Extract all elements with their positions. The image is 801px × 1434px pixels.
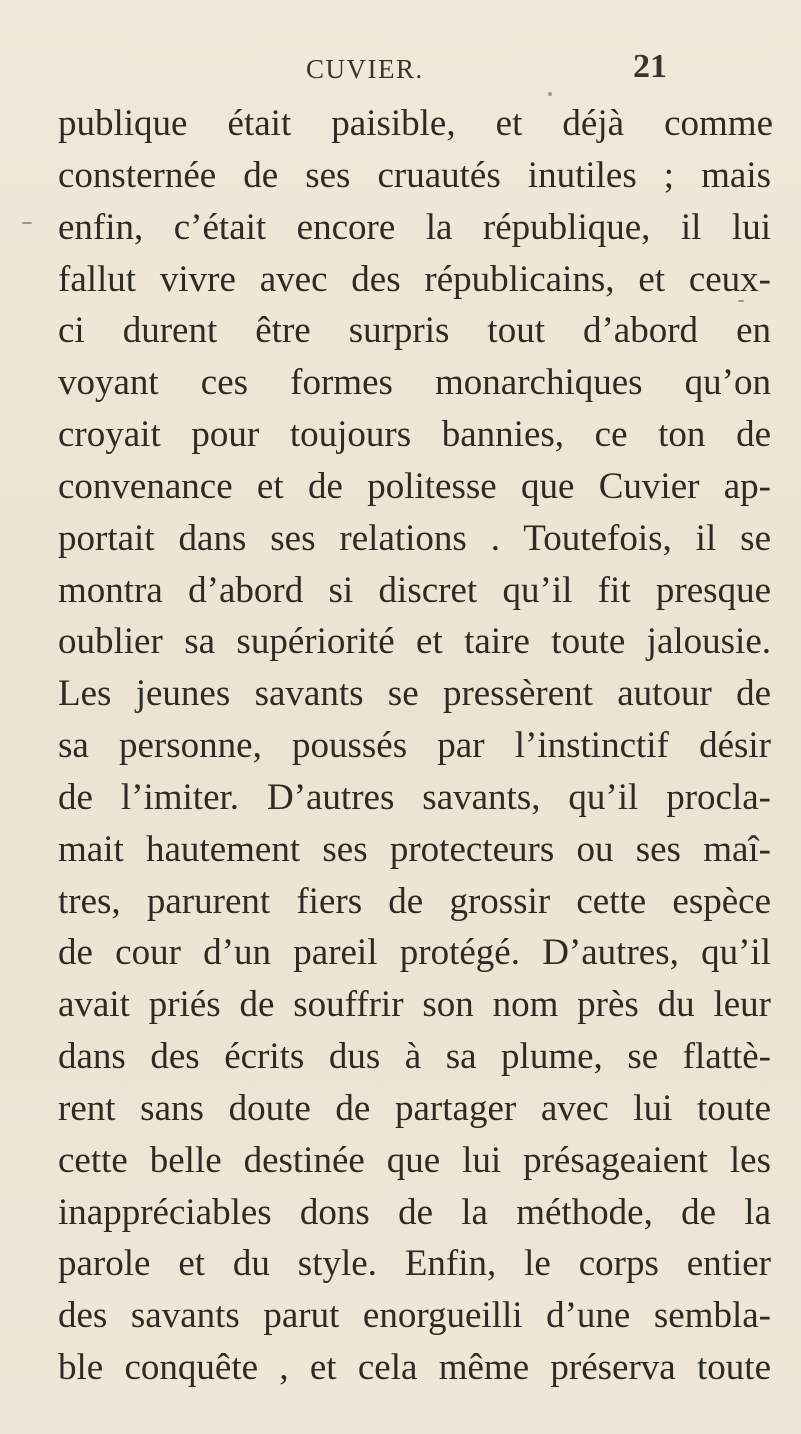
- text-line: fallut vivre avec des républicains, et ceux-: [58, 258, 771, 300]
- text-line: de cour d’un pareil protégé. D’autres, qu’il: [58, 932, 771, 974]
- page-number: 21: [633, 48, 667, 85]
- running-head-title: CUVIER.: [306, 54, 424, 84]
- text-line: inappréciables dons de la méthode, de la: [58, 1191, 771, 1233]
- text-line: convenance et de politesse que Cuvier ap-: [58, 465, 771, 507]
- text-line: enfin, c’était encore la république, il lui: [58, 206, 771, 248]
- text-line: croyait pour toujours bannies, ce ton de: [58, 414, 771, 455]
- text-line: ci durent être surpris tout d’abord en: [58, 310, 771, 352]
- text-line: des savants parut enorgueilli d’une sembla-: [58, 1295, 771, 1337]
- text-line: oublier sa supériorité et taire toute jalousie.: [58, 621, 771, 663]
- text-line: dans des écrits dus à sa plume, se flattè-: [58, 1036, 771, 1077]
- text-line: consternée de ses cruautés inutiles ; mais: [58, 154, 771, 196]
- text-line: Les jeunes savants se pressèrent autour de: [58, 673, 771, 715]
- margin-mark: [22, 222, 32, 224]
- text-line: tres, parurent fiers de grossir cette espèce: [58, 880, 771, 922]
- text-line: voyant ces formes monarchiques qu’on: [58, 362, 771, 404]
- text-line: publique était paisible, et déjà comme: [58, 103, 773, 144]
- text-line: avait priés de souffrir son nom près du leur: [58, 984, 771, 1026]
- paper-speck: [548, 92, 552, 96]
- text-line: portait dans ses relations . Toutefois, il se: [58, 517, 771, 559]
- text-line: rent sans doute de partager avec lui toute: [58, 1087, 771, 1129]
- text-line: montra d’abord si discret qu’il fit presque: [58, 569, 771, 611]
- text-line: parole et du style. Enfin, le corps entier: [58, 1243, 771, 1285]
- text-line: ble conquête , et cela même préserva toute: [58, 1347, 771, 1388]
- text-line: sa personne, poussés par l’instinctif désir: [58, 725, 771, 766]
- text-line: mait hautement ses protecteurs ou ses maî-: [58, 828, 771, 870]
- text-line: cette belle destinée que lui présageaient les: [58, 1139, 771, 1181]
- text-line: de l’imiter. D’autres savants, qu’il procla-: [58, 776, 771, 818]
- running-head: [0, 48, 801, 88]
- margin-mark: [738, 300, 744, 302]
